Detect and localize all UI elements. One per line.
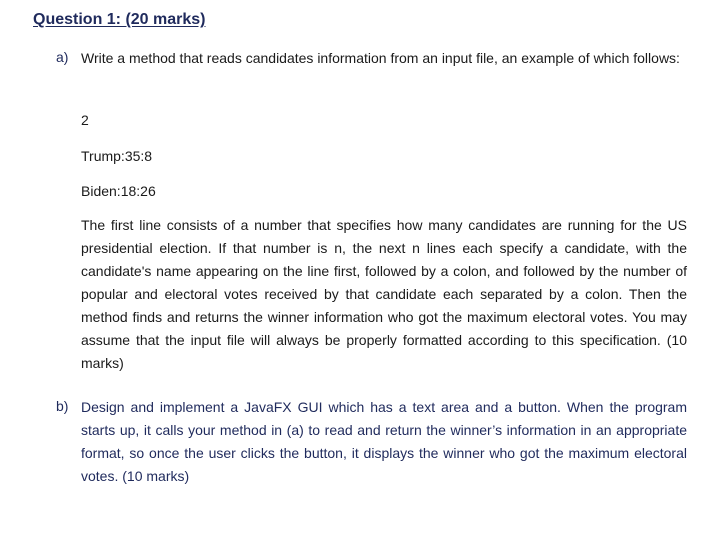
part-a-description: The first line consists of a number that specifies how many candidates are running for the US presidential election. If that number is n, the next n lines each specify a candidate, with the candidate's name appearing on the line first, followed by a colon, and followed by the number of popular and electoral votes received by that candidate each separated by a colon. Then the method finds and returns the winner information who got the maximum electoral votes. You may assume that the input file will always be properly formatted according to this specification. (10 marks) bbox=[81, 217, 687, 371]
part-b-marker: b) bbox=[56, 398, 69, 414]
question-title: Question 1: (20 marks) bbox=[33, 11, 206, 28]
part-b-text: Design and implement a JavaFX GUI which has a text area and a button. When the program starts up, it calls your method in (a) to read and return the winner’s information in an appropriate format, so once the user clicks the button, it displays the winner who got the maximum electoral votes. (10 marks) bbox=[81, 399, 687, 484]
part-a-intro: Write a method that reads candidates information from an input file, an example of which follows: bbox=[81, 50, 680, 66]
part-a-marker: a) bbox=[56, 49, 69, 65]
example-line-candidate-1: Trump:35:8 bbox=[81, 148, 153, 164]
example-line-count: 2 bbox=[81, 112, 89, 128]
example-line-candidate-2: Biden:18:26 bbox=[81, 183, 156, 199]
